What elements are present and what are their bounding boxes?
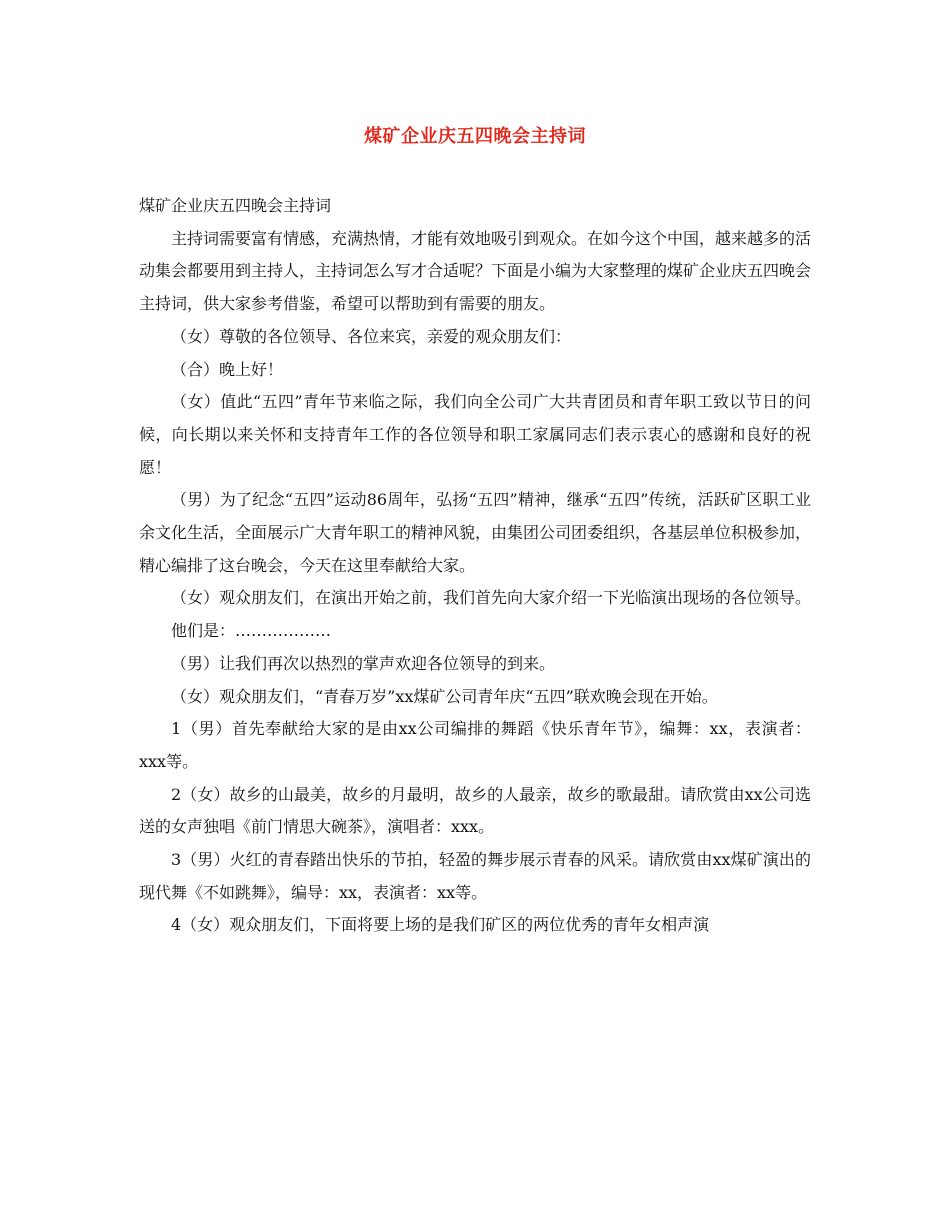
program-item-1: 1（男）首先奉献给大家的是由xx公司编排的舞蹈《快乐青年节》，编舞：xx，表演者：xxx等。: [139, 719, 811, 771]
document-subtitle: 煤矿企业庆五四晚会主持词: [139, 196, 332, 215]
paragraph-introduce-leaders: （女）观众朋友们，在演出开始之前，我们首先向大家介绍一下光临演出现场的各位领导。: [171, 588, 812, 608]
paragraph-festival-greeting: （女）值此“五四”青年节来临之际，我们向全公司广大共青团员和青年职工致以节日的问候，向长期以来关怀和支持青年工作的各位领导和职工家属同志们表示衷心的感谢和良好的祝愿！: [139, 392, 811, 477]
paragraph-intro: 主持词需要富有情感，充满热情，才能有效地吸引到观众。在如今这个中国，越来越多的活动集会都要用到主持人，主持词怎么写才合适呢？下面是小编为大家整理的煤矿企业庆五四晚会主持词，供大家参考借鉴，希望可以帮助到有需要的朋友。: [139, 228, 812, 314]
paragraph-leaders-list: 他们是：………………: [171, 621, 332, 641]
paragraph-greeting-female: （女）尊敬的各位领导、各位来宾，亲爱的观众朋友们：: [171, 326, 572, 346]
document-title: 煤矿企业庆五四晚会主持词: [364, 126, 586, 147]
program-item-2: 2（女）故乡的山最美，故乡的月最明，故乡的人最亲，故乡的歌最甜。请欣赏由xx公司选送的女声独唱《前门情思大碗茶》，演唱者：xxx。: [139, 784, 811, 837]
paragraph-greeting-together: （合）晚上好！: [171, 359, 284, 379]
program-item-3: 3（男）火红的青春踏出快乐的节拍，轻盈的舞步展示青春的风采。请欣赏由xx煤矿演出的现代舞《不如跳舞》，编导：xx，表演者：xx等。: [139, 850, 811, 902]
paragraph-gala-start: （女）观众朋友们，“青春万岁”xx煤矿公司青年庆“五四”联欢晚会现在开始。: [171, 686, 718, 706]
paragraph-anniversary: （男）为了纪念“五四”运动86周年，弘扬“五四”精神，继承“五四”传统，活跃矿区职工业余文化生活，全面展示广大青年职工的精神风貌，由集团公司团委组织，各基层单位积极参加，精心编排了这台晚会，今天在这里奉献给大家。: [139, 490, 812, 575]
document-body: [139, 190, 811, 942]
program-item-4: 4（女）观众朋友们，下面将要上场的是我们矿区的两位优秀的青年女相声演: [171, 915, 710, 935]
paragraph-welcome-applause: （男）让我们再次以热烈的掌声欢迎各位领导的到来。: [171, 653, 556, 673]
